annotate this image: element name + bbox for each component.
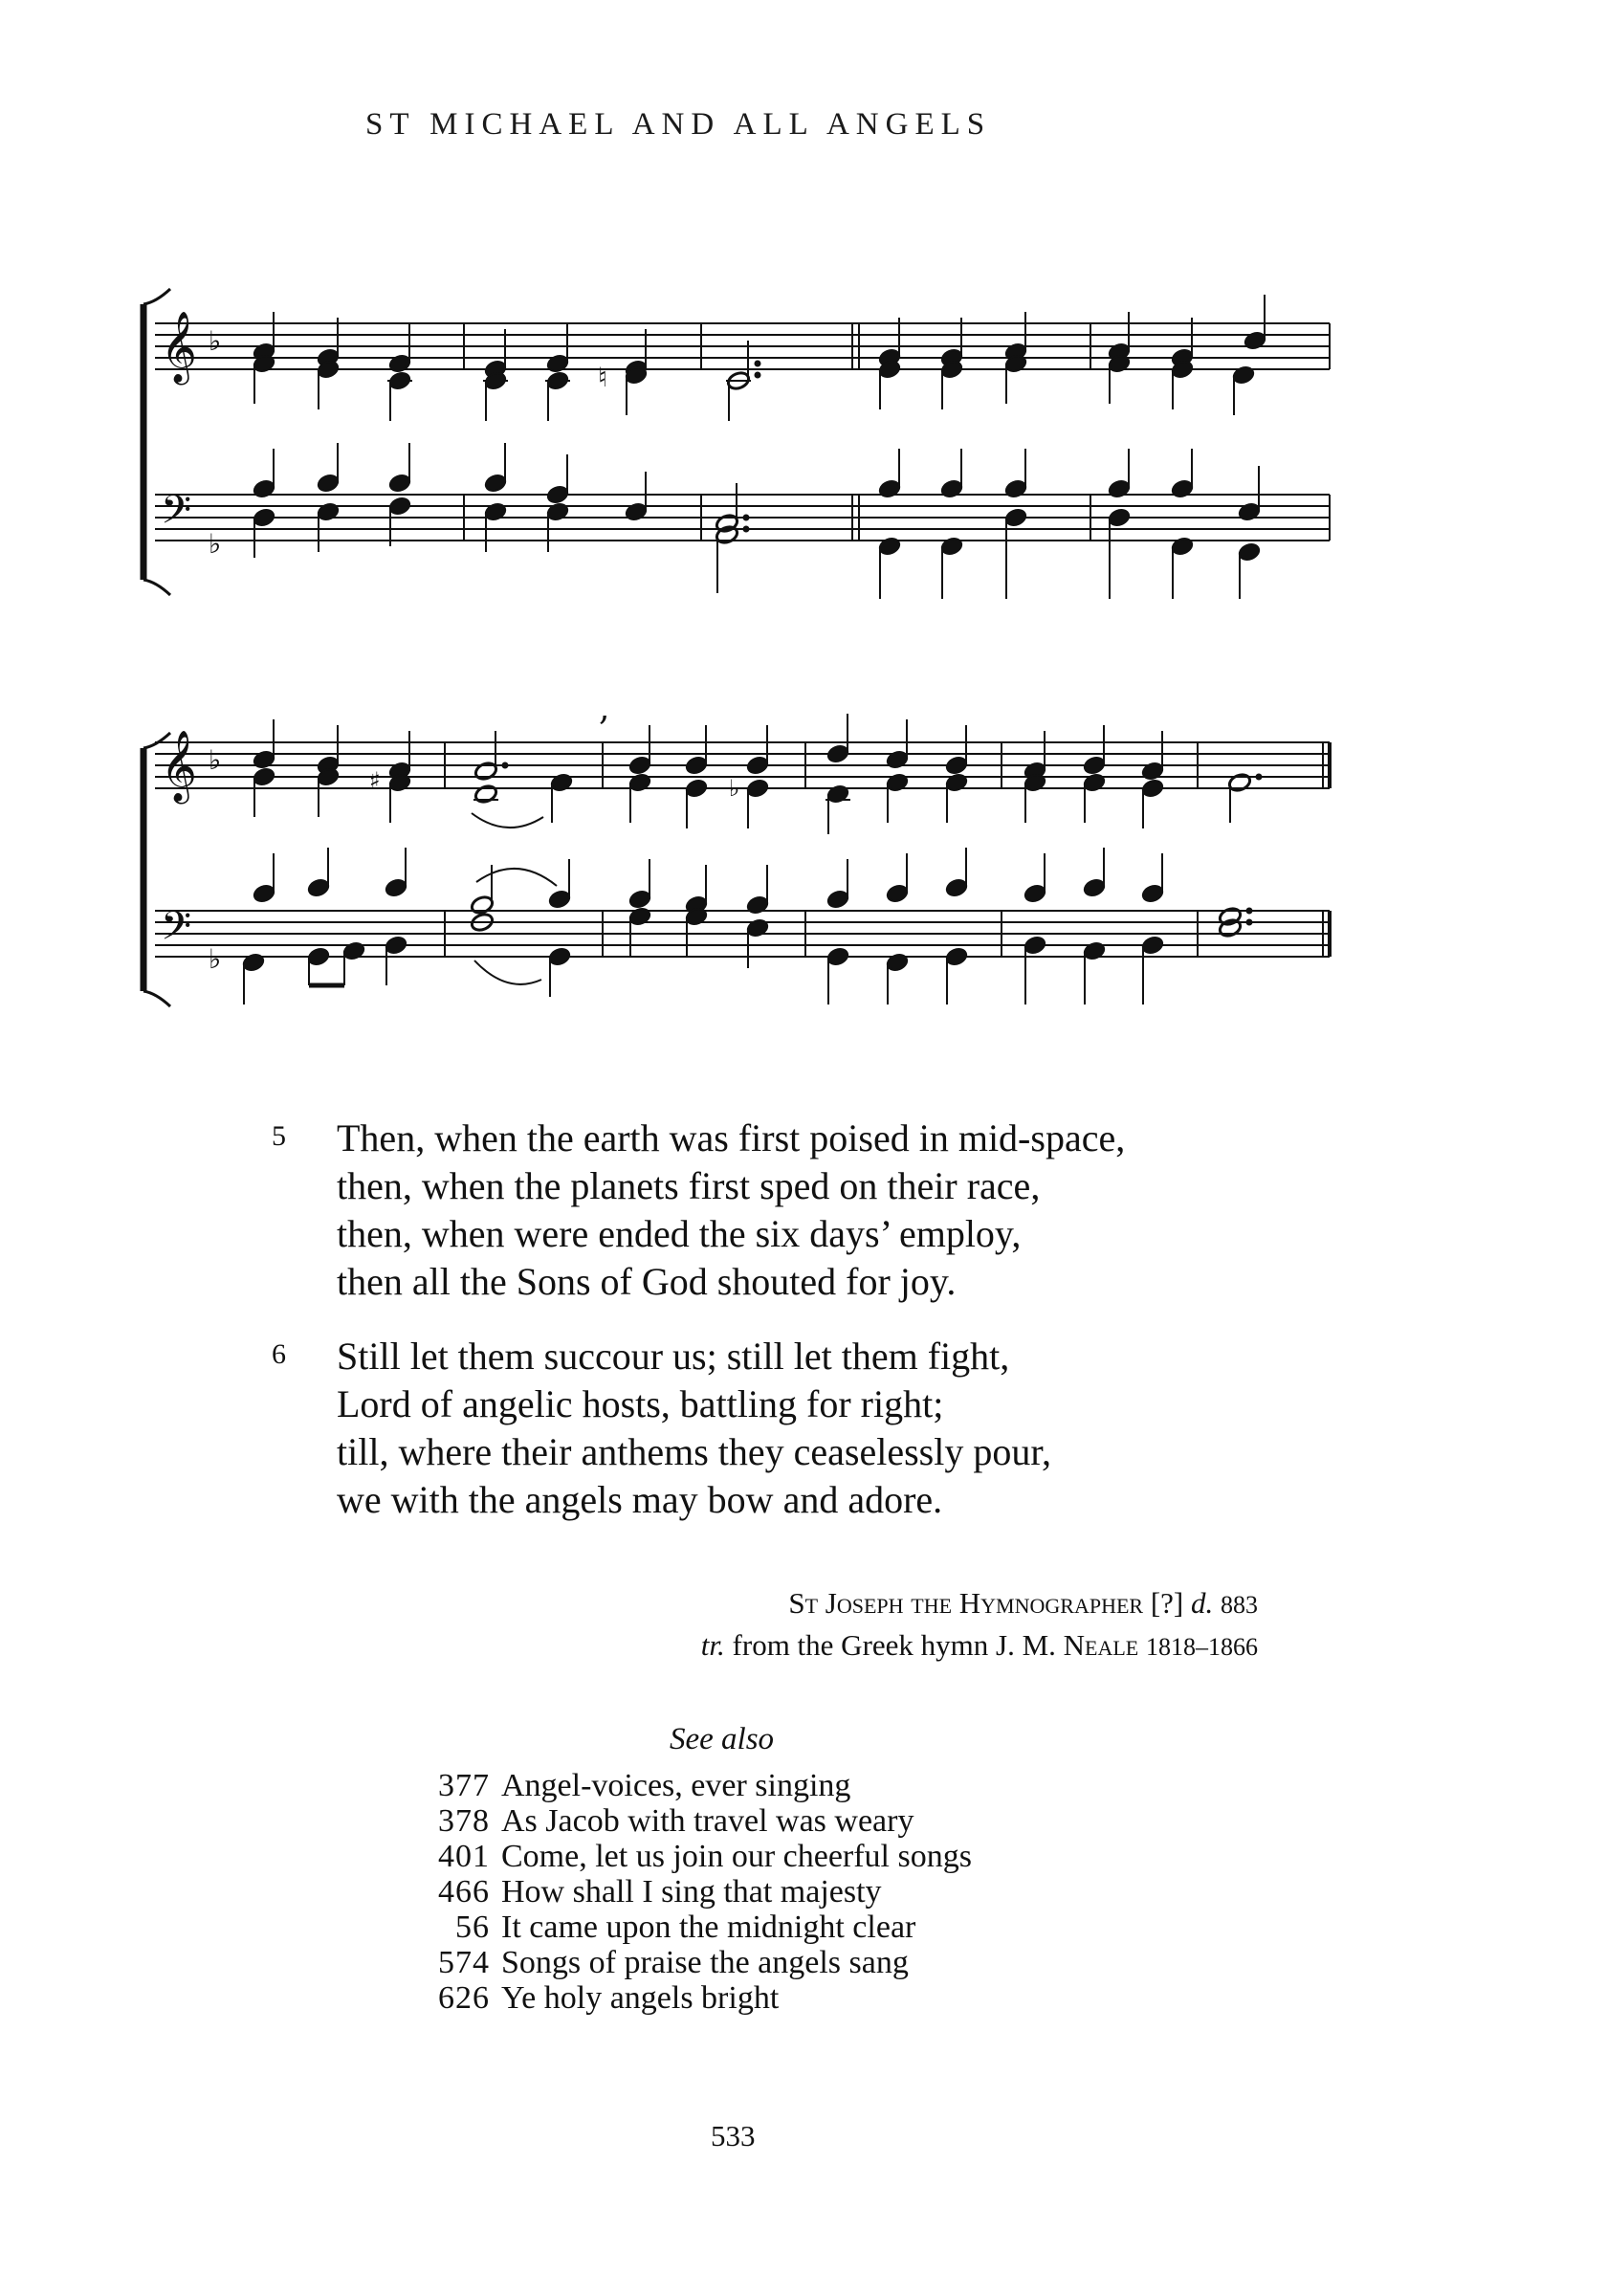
list-item[interactable]	[409, 1945, 972, 1980]
verse-line: Then, when the earth was first poised in mid-space,	[337, 1116, 1126, 1159]
svg-text:♮: ♮	[598, 362, 608, 393]
svg-text:𝄞: 𝄞	[161, 731, 197, 802]
hymn-title: Ye holy angels bright	[501, 1980, 780, 2016]
verse-line: Lord of angelic hosts, battling for right;	[337, 1382, 944, 1425]
verse-line: then, when were ended the six days’ employ,	[337, 1212, 1022, 1255]
list-item[interactable]	[409, 1874, 972, 1910]
svg-text:𝄞: 𝄞	[161, 312, 197, 383]
hymn-title: As Jacob with travel was weary	[501, 1803, 914, 1839]
flat-sign-icon	[209, 744, 221, 776]
bass-clef-icon	[161, 487, 191, 542]
list-item[interactable]	[409, 1803, 972, 1839]
svg-text:♭: ♭	[729, 775, 740, 802]
page-number: 533	[711, 2119, 756, 2152]
list-item[interactable]	[409, 1910, 972, 1945]
flat-sign-icon	[209, 325, 221, 357]
svg-text:♭: ♭	[209, 325, 222, 357]
system-1	[143, 289, 1330, 595]
hymn-number: 401	[438, 1839, 490, 1874]
system-2-bass-notes	[241, 848, 1251, 1004]
flat-sign-icon	[209, 528, 221, 560]
author-credit	[701, 1583, 1258, 1625]
natural-sign-icon	[598, 362, 607, 393]
list-item[interactable]	[409, 1768, 972, 1803]
translator-name: Neale	[1063, 1628, 1139, 1662]
hymn-number: 574	[438, 1945, 490, 1980]
translator-prefix: tr.	[700, 1628, 725, 1662]
breath-mark-icon	[599, 689, 609, 728]
sharp-sign-icon	[369, 767, 381, 794]
see-also-heading: See also	[670, 1722, 775, 1756]
page-title: ST MICHAEL AND ALL ANGELS	[365, 107, 992, 142]
hymn-title: How shall I sing that majesty	[501, 1874, 882, 1910]
treble-clef-icon	[161, 312, 197, 386]
hymn-number: 378	[438, 1803, 490, 1839]
see-also-list	[409, 1768, 972, 2016]
hymn-verses	[258, 1115, 1310, 1551]
svg-text:♭: ♭	[209, 943, 222, 975]
author-year: 883	[1221, 1591, 1258, 1619]
svg-text:𝄢: 𝄢	[161, 487, 192, 542]
flat-sign-icon	[209, 943, 221, 975]
verse-line: then, when the planets first sped on their race,	[337, 1164, 1041, 1207]
translator-years: 1818–1866	[1146, 1633, 1258, 1661]
list-item[interactable]	[409, 1839, 972, 1874]
hymn-number: 377	[438, 1768, 490, 1803]
hymn-title: Come, let us join our cheerful songs	[501, 1839, 972, 1874]
author-died-label: d.	[1191, 1586, 1214, 1620]
verse-line: we with the angels may bow and adore.	[337, 1478, 943, 1521]
verse	[258, 1115, 1310, 1306]
bass-clef-icon	[161, 903, 191, 959]
system-2-treble-notes	[252, 714, 1261, 834]
svg-text:𝄢: 𝄢	[161, 903, 192, 959]
hymn-number: 466	[438, 1874, 490, 1910]
verse-line: Still let them succour us; still let them fight,	[337, 1335, 1010, 1378]
author-name: St Joseph the Hymnographer	[788, 1586, 1144, 1620]
verse-line: till, where their anthems they ceaselessly pour,	[337, 1430, 1052, 1473]
svg-text:,: ,	[599, 689, 610, 728]
verse	[258, 1333, 1310, 1524]
music-score	[0, 0, 1607, 1071]
svg-text:♭: ♭	[209, 528, 222, 560]
hymn-title: It came upon the midnight clear	[501, 1910, 916, 1945]
flat-sign-icon	[729, 775, 739, 802]
hymn-credits	[701, 1583, 1258, 1667]
verse-number: 5	[272, 1120, 286, 1152]
hymn-title: Songs of praise the angels sang	[501, 1945, 909, 1980]
treble-clef-icon	[161, 731, 197, 805]
author-note: [?]	[1150, 1586, 1184, 1620]
translator-credit	[701, 1625, 1258, 1667]
hymn-title: Angel-voices, ever singing	[501, 1768, 851, 1803]
system-1-bass-notes	[252, 443, 1261, 599]
hymn-number: 626	[438, 1980, 490, 2016]
svg-text:♯: ♯	[369, 767, 381, 794]
hymn-number: 56	[455, 1910, 490, 1945]
translator-text: from the Greek hymn J. M.	[732, 1628, 1056, 1662]
list-item[interactable]	[409, 1980, 972, 2016]
verse-line: then all the Sons of God shouted for joy.	[337, 1260, 957, 1303]
verse-number: 6	[272, 1338, 286, 1370]
svg-text:♭: ♭	[209, 744, 222, 776]
